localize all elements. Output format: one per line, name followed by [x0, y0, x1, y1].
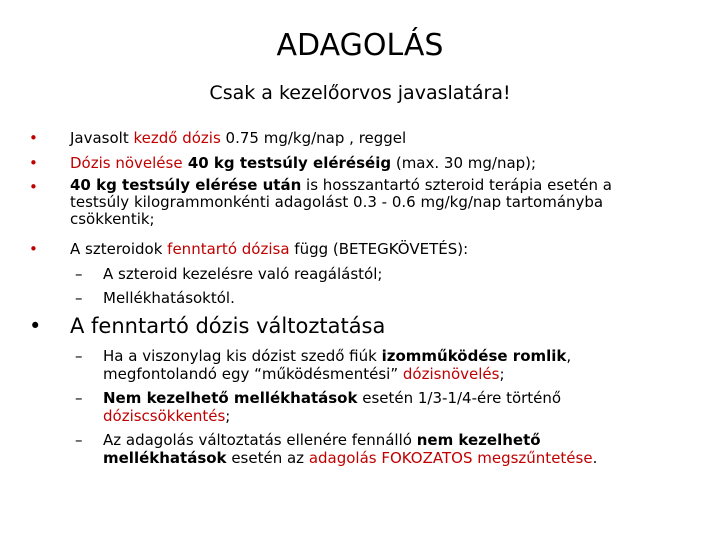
bullet-icon: •	[29, 178, 38, 196]
bullet-icon: •	[29, 240, 38, 258]
bullet-icon: •	[29, 129, 38, 147]
dash-icon: –	[75, 431, 83, 449]
page-title: ADAGOLÁS	[276, 28, 444, 63]
dash-icon: –	[75, 347, 83, 365]
list-item-text: A szteroidok fenntartó dózisa függ (BETEGKÖVETÉS):	[70, 240, 469, 258]
dash-icon: –	[75, 389, 83, 407]
page-subtitle: Csak a kezelőorvos javaslatára!	[209, 82, 511, 104]
bullet-icon: •	[29, 314, 42, 338]
list-item-text: 40 kg testsúly elérése után is hosszantartó szteroid terápia esetén a testsúly kilogrammonkénti adagolást 0.3 - 0.6 mg/kg/nap tartományba csökkentik;	[70, 176, 612, 228]
list-item-text: Javasolt kezdő dózis 0.75 mg/kg/nap , reggel	[70, 129, 407, 147]
bullet-icon: •	[29, 154, 38, 172]
list-item-heading: A fenntartó dózis változtatása	[70, 314, 386, 338]
dash-icon: –	[75, 265, 83, 283]
list-item-text: Dózis növelése 40 kg testsúly eléréséig (max. 30 mg/nap);	[70, 154, 537, 172]
dash-icon: –	[75, 289, 83, 307]
